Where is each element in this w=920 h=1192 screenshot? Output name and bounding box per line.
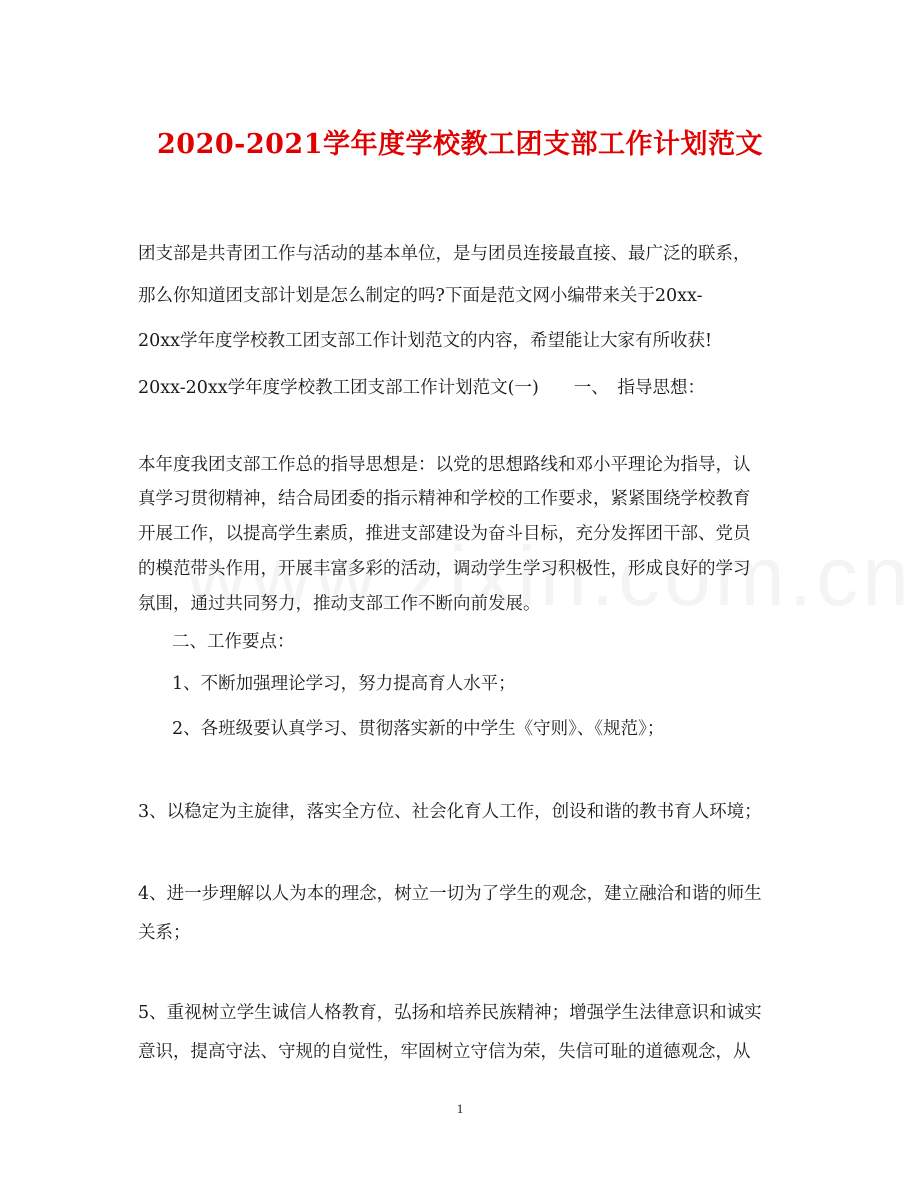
document-title: 2020-2021学年度学校教工团支部工作计划范文 (157, 129, 763, 160)
paragraph-line: 真学习贯彻精神，结合局团委的指示精神和学校的工作要求，紧紧围绕学校教育 (138, 489, 751, 509)
paragraph-line: 团支部是共青团工作与活动的基本单位，是与团员连接最直接、最广泛的联系， (138, 244, 751, 264)
page-number: 1 (456, 1101, 464, 1116)
paragraph-line: 那么你知道团支部计划是怎么制定的吗?下面是范文网小编带来关于20xx- (138, 286, 703, 306)
paragraph-line: 20xx-20xx学年度学校教工团支部工作计划范文(一) 一、 指导思想： (138, 378, 706, 398)
list-item: 1、不断加强理论学习，努力提高育人水平； (172, 674, 516, 694)
paragraph-line: 20xx学年度学校教工团支部工作计划范文的内容，希望能让大家有所收获! (138, 331, 713, 351)
list-item: 5、重视树立学生诚信人格教育，弘扬和培养民族精神；增强学生法律意识和诚实 (138, 1003, 762, 1023)
section-heading: 二、工作要点： (172, 632, 295, 652)
paragraph-line: 开展工作，以提高学生素质，推进支部建设为奋斗目标，充分发挥团干部、党员 (138, 524, 751, 544)
list-item: 意识，提高守法、守规的自觉性，牢固树立守信为荣，失信可耻的道德观念，从 (138, 1042, 751, 1062)
paragraph-line: 氛围，通过共同努力，推动支部工作不断向前发展。 (138, 594, 541, 614)
list-item: 3、以稳定为主旋律，落实全方位、社会化育人工作，创设和谐的教书育人环境； (138, 802, 762, 822)
paragraph-line: 本年度我团支部工作总的指导思想是：以党的思想路线和邓小平理论为指导，认 (138, 455, 751, 475)
paragraph-line: 的模范带头作用，开展丰富多彩的活动，调动学生学习积极性，形成良好的学习 (138, 559, 751, 579)
list-item: 关系； (138, 923, 191, 943)
list-item: 2、各班级要认真学习、贯彻落实新的中学生《守则》、《规范》； (172, 719, 665, 739)
list-item: 4、进一步理解以人为本的理念，树立一切为了学生的观念，建立融洽和谐的师生 (138, 884, 762, 904)
